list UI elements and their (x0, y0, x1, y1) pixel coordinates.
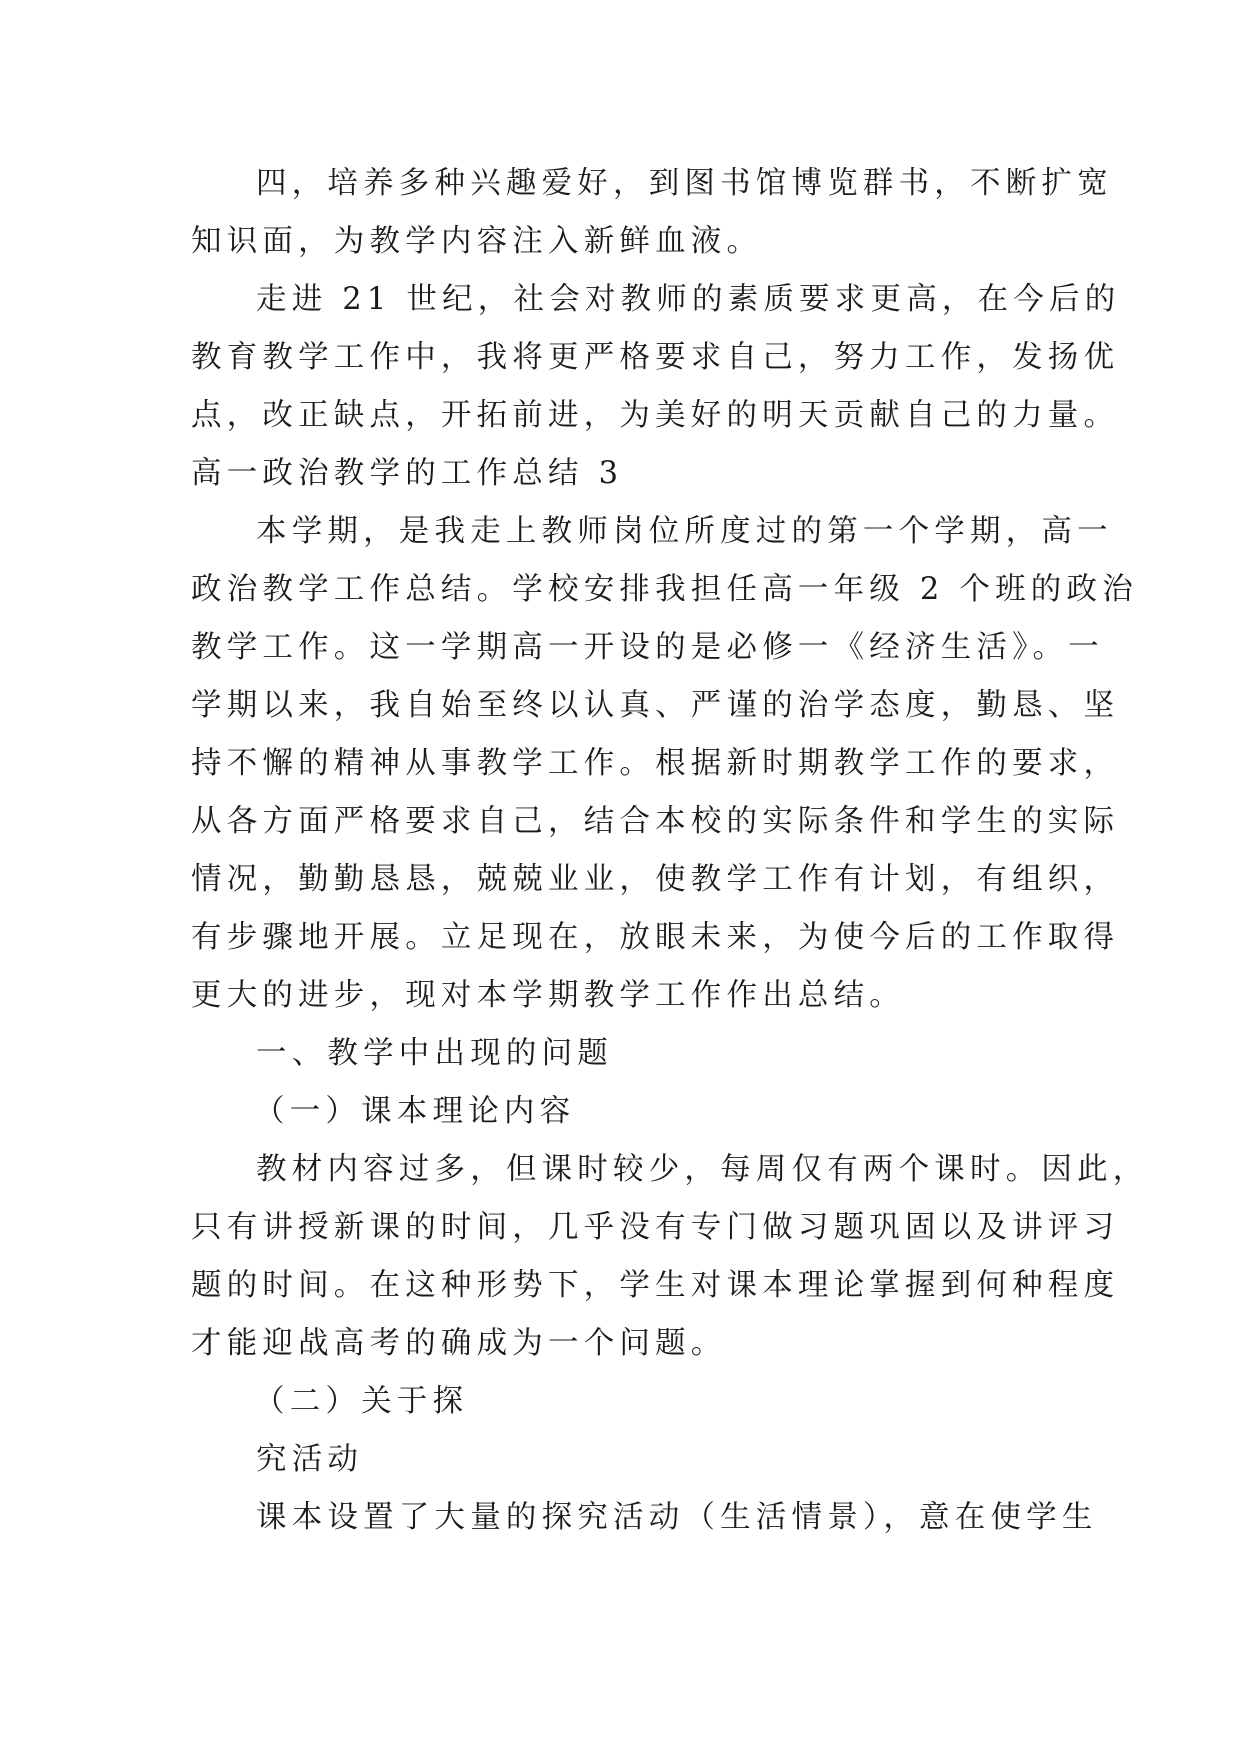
paragraph-line: 持不懈的精神从事教学工作。根据新时期教学工作的要求， (191, 746, 1120, 781)
paragraph-line: 四，培养多种兴趣爱好，到图书馆博览群书，不断扩宽 (256, 166, 1113, 201)
section-heading: 高一政治教学的工作总结 3 (191, 456, 624, 491)
paragraph-line: 从各方面严格要求自己，结合本校的实际条件和学生的实际 (191, 804, 1120, 839)
subheading: 究活动 (256, 1442, 364, 1477)
paragraph-line: 题的时间。在这种形势下，学生对课本理论掌握到何种程度 (191, 1268, 1120, 1303)
paragraph-line: 学期以来，我自始至终以认真、严谨的治学态度，勤恳、坚 (191, 688, 1120, 723)
subheading: 一、教学中出现的问题 (256, 1036, 613, 1071)
paragraph-line: 教学工作。这一学期高一开设的是必修一《经济生活》。一 (191, 630, 1104, 665)
paragraph-line: 政治教学工作总结。学校安排我担任高一年级 2 个班的政治 (191, 572, 1138, 607)
paragraph-line: 有步骤地开展。立足现在，放眼未来，为使今后的工作取得 (191, 920, 1120, 955)
paragraph-line: 课本设置了大量的探究活动（生活情景），意在使学生 (256, 1500, 1098, 1535)
paragraph-line: 走进 21 世纪，社会对教师的素质要求更高，在今后的 (256, 282, 1121, 317)
paragraph-line: 才能迎战高考的确成为一个问题。 (191, 1326, 727, 1361)
subheading: （二）关于探 (254, 1384, 469, 1419)
paragraph-line: 只有讲授新课的时间，几乎没有专门做习题巩固以及讲评习 (191, 1210, 1120, 1245)
subheading: （一）课本理论内容 (254, 1094, 576, 1129)
paragraph-line: 教育教学工作中，我将更严格要求自己，努力工作，发扬优 (191, 340, 1120, 375)
paragraph-line: 点，改正缺点，开拓前进，为美好的明天贡献自己的力量。 (191, 398, 1120, 433)
paragraph-line: 情况，勤勤恳恳，兢兢业业，使教学工作有计划，有组织， (191, 862, 1120, 897)
paragraph-line: 更大的进步，现对本学期教学工作作出总结。 (191, 978, 905, 1013)
paragraph-line: 本学期，是我走上教师岗位所度过的第一个学期，高一 (256, 514, 1113, 549)
paragraph-line: 教材内容过多，但课时较少，每周仅有两个课时。因此， (256, 1152, 1149, 1187)
paragraph-line: 知识面，为教学内容注入新鲜血液。 (191, 224, 763, 259)
